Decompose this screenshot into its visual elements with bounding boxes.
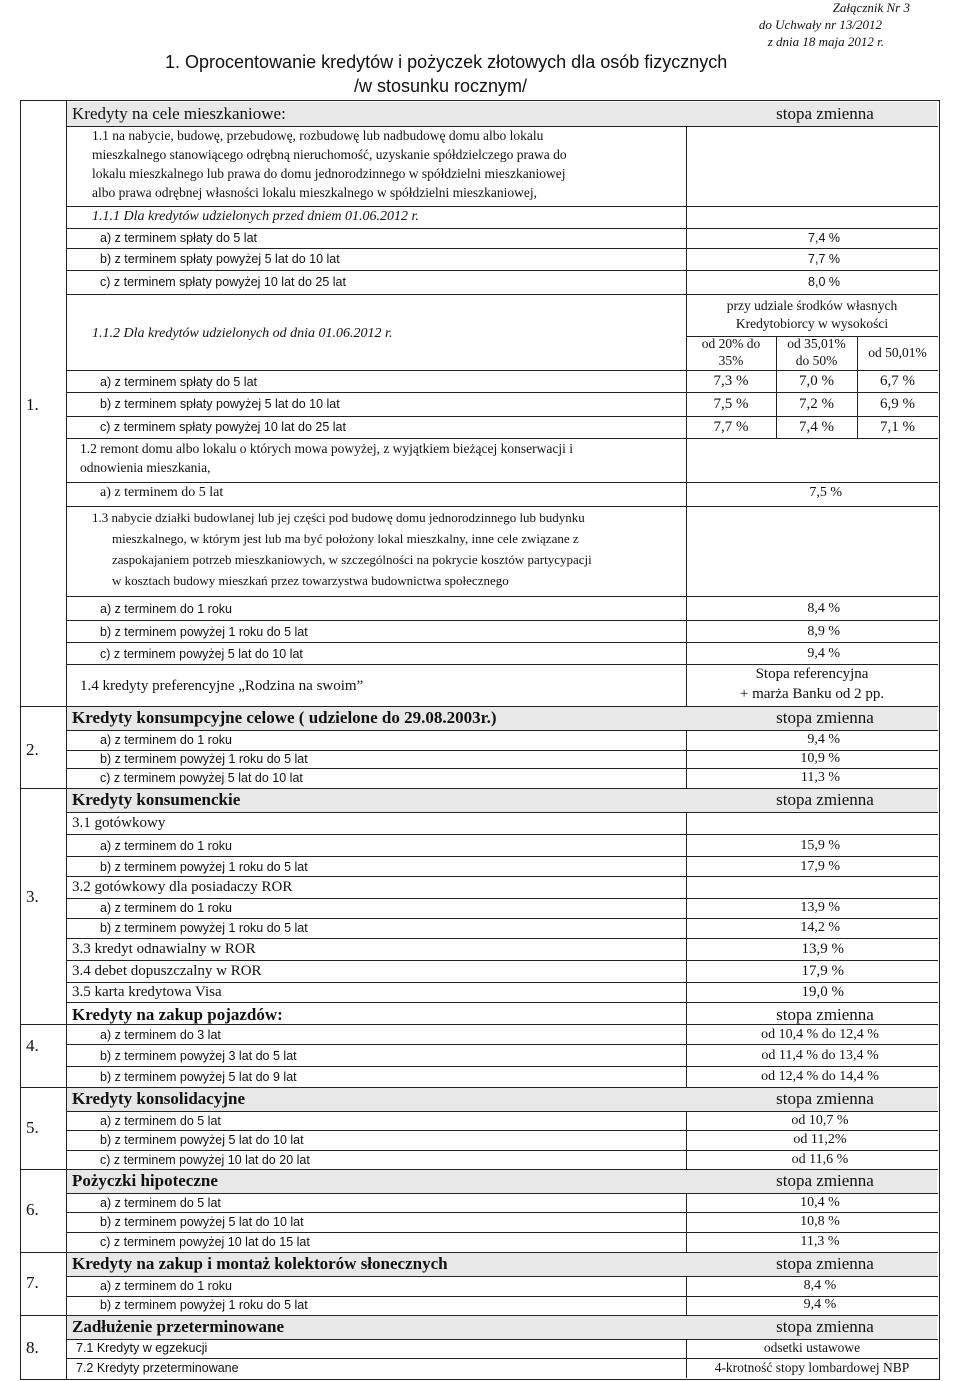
rate-type-2: stopa zmienna (776, 708, 874, 727)
p31-heading: 3.1 gotówkowy (72, 815, 166, 831)
rate-type-8: stopa zmienna (776, 1317, 874, 1336)
s5-row-a-value: od 10,7 % (791, 1113, 849, 1128)
s4-row-a-value: od 10,4 % do 12,4 % (761, 1027, 879, 1042)
p112-heading: 1.1.2 Dla kredytów udzielonych od dnia 01.06.2012 r. (92, 326, 393, 341)
s5-row-c-label: c) z terminem powyżej 10 lat do 20 lat (100, 1153, 310, 1167)
s6-row-c-value: 11,3 % (800, 1234, 840, 1249)
p13-line-1: 1.3 nabycie działki budowlanej lub jej części pod budowę domu jednorodzinnego lub budynku (92, 510, 585, 525)
resolution-date: z dnia 18 maja 2012 r. (767, 34, 884, 49)
s4-row-a-label: a) z terminem do 3 lat (100, 1028, 221, 1042)
p112-row-b-label: b) z terminem spłaty powyżej 5 lat do 10 lat (100, 397, 340, 411)
s8-row-a-label: 7.1 Kredyty w egzekucji (76, 1341, 208, 1355)
p112-row-a-label: a) z terminem spłaty do 5 lat (100, 375, 258, 389)
s8-row-b-value: 4-krotność stopy lombardowej NBP (714, 1360, 910, 1375)
s8-row-a-value: odsetki ustawowe (763, 1340, 861, 1355)
p112-row-a-v1: 7,3 % (713, 373, 749, 389)
p13-line-3: zaspokajaniem potrzeb mieszkaniowych, w szczególności na pokrycie kosztów partycypacji (112, 552, 592, 567)
p31-row-b-label: b) z terminem powyżej 1 roku do 5 lat (100, 860, 308, 874)
page-title: 1. Oprocentowanie kredytów i pożyczek złotowych dla osób fizycznych (165, 52, 728, 72)
p33-value: 13,9 % (801, 941, 844, 957)
p12-row-label: a) z terminem do 5 lat (100, 485, 224, 500)
p31-row-a-value: 15,9 % (800, 838, 840, 853)
p112-row-a-v2: 7,0 % (799, 373, 834, 389)
p111-row-a-label: a) z terminem spłaty do 5 lat (100, 231, 258, 245)
s2-row-a-label: a) z terminem do 1 roku (100, 733, 232, 747)
section-title-7: Kredyty na zakup i montaż kolektorów słonecznych (72, 1254, 448, 1273)
p111-row-c-value: 8,0 % (808, 275, 840, 289)
p112-row-c-v1: 7,7 % (713, 419, 749, 435)
p11-line-1: 1.1 na nabycie, budowę, przebudowę, rozbudowę lub nadbudowę domu albo lokalu (92, 128, 544, 143)
s2-row-c-value: 11,3 % (800, 770, 840, 785)
p32-row-b-label: b) z terminem powyżej 1 roku do 5 lat (100, 921, 308, 935)
p112-row-b-v1: 7,5 % (713, 396, 749, 412)
page-subtitle: /w stosunku rocznym/ (354, 76, 528, 96)
s2-row-b-label: b) z terminem powyżej 1 roku do 5 lat (100, 752, 308, 766)
section-number-5: 5. (26, 1118, 39, 1137)
p11-line-2: mieszkalnego stanowiącego odrębną nieruchomość, uzyskanie spółdzielczego prawa do (92, 147, 567, 162)
s7-row-b-label: b) z terminem powyżej 1 roku do 5 lat (100, 1298, 308, 1312)
s2-row-a-value: 9,4 % (807, 732, 840, 747)
s7-row-a-value: 8,4 % (803, 1278, 837, 1293)
p11-line-3: lokalu mieszkalnego lub prawa do domu jednorodzinnego w spółdzielni mieszkaniowej (92, 166, 566, 181)
s7-row-b-value: 9,4 % (803, 1297, 837, 1312)
p13-row-b-label: b) z terminem powyżej 1 roku do 5 lat (100, 625, 308, 639)
p11-line-4: albo prawa odrębnej własności lokalu mieszkalnego w spółdzielni mieszkaniowej, (92, 185, 537, 200)
p13-row-a-value: 8,4 % (807, 601, 840, 616)
s6-row-a-label: a) z terminem do 5 lat (100, 1196, 221, 1210)
rate-type-5: stopa zmienna (776, 1089, 874, 1108)
section-number-1: 1. (26, 395, 39, 414)
p112-header: przy udziale środków własnych (726, 298, 898, 313)
attachment-label: Załącznik Nr 3 (832, 0, 910, 15)
s6-row-b-value: 10,8 % (800, 1214, 840, 1229)
s8-row-b-label: 7.2 Kredyty przeterminowane (76, 1361, 239, 1375)
rate-type-3: stopa zmienna (776, 790, 874, 809)
p33-label: 3.3 kredyt odnawialny w ROR (72, 941, 256, 957)
p13-row-b-value: 8,9 % (807, 624, 840, 639)
p112-col1-l2: 35% (718, 353, 744, 368)
s5-row-a-label: a) z terminem do 5 lat (100, 1114, 221, 1128)
p112-row-c-v3: 7,1 % (880, 419, 915, 435)
p14-value-1: Stopa referencyjna (755, 666, 869, 682)
p35-label: 3.5 karta kredytowa Visa (72, 984, 222, 1000)
p34-value: 17,9 % (801, 963, 844, 979)
s5-row-b-value: od 11,2% (793, 1132, 847, 1147)
p112-col2-l1: od 35,01% (787, 336, 846, 351)
p32-row-a-label: a) z terminem do 1 roku (100, 901, 232, 915)
section-number-7: 7. (26, 1273, 39, 1292)
s4-row-b-label: b) z terminem powyżej 3 lat do 5 lat (100, 1049, 297, 1063)
rate-type-6: stopa zmienna (776, 1171, 874, 1190)
section-number-6: 6. (26, 1200, 39, 1219)
section-number-2: 2. (26, 740, 39, 759)
rate-type-7: stopa zmienna (776, 1254, 874, 1273)
p111-heading: 1.1.1 Dla kredytów udzielonych przed dniem 01.06.2012 r. (92, 209, 419, 224)
p14-value-2: + marża Banku od 2 pp. (739, 686, 885, 702)
section-title-2: Kredyty konsumpcyjne celowe ( udzielone do 29.08.2003r.) (72, 708, 497, 727)
s5-row-b-label: b) z terminem powyżej 5 lat do 10 lat (100, 1133, 304, 1147)
s7-row-a-label: a) z terminem do 1 roku (100, 1279, 232, 1293)
p32-heading: 3.2 gotówkowy dla posiadaczy ROR (72, 879, 293, 895)
p34-label: 3.4 debet dopuszczalny w ROR (72, 963, 262, 979)
section-title-4: Kredyty na zakup pojazdów: (72, 1005, 283, 1024)
p13-row-c-label: c) z terminem powyżej 5 lat do 10 lat (100, 647, 303, 661)
p112-col2-l2: do 50% (795, 353, 838, 368)
p13-row-c-value: 9,4 % (807, 646, 840, 661)
p112-row-b-v3: 6,9 % (880, 396, 915, 412)
section-title-3: Kredyty konsumenckie (72, 790, 241, 809)
p31-row-b-value: 17,9 % (800, 859, 840, 874)
s6-row-c-label: c) z terminem powyżej 10 lat do 15 lat (100, 1235, 310, 1249)
p12-line-1: 1.2 remont domu albo lokalu o których mowa powyżej, z wyjątkiem bieżącej konserwacji i (80, 441, 573, 456)
p111-row-b-value: 7,7 % (808, 252, 840, 266)
p35-value: 19,0 % (801, 984, 844, 1000)
resolution-label: do Uchwały nr 13/2012 (758, 17, 882, 32)
section-title-1: Kredyty na cele mieszkaniowe: (72, 104, 286, 123)
p12-line-2: odnowienia mieszkania, (80, 460, 211, 475)
p112-row-c-v2: 7,4 % (799, 419, 834, 435)
p32-row-b-value: 14,2 % (800, 920, 840, 935)
rate-type-4: stopa zmienna (776, 1005, 874, 1024)
p112-col3: od 50,01% (868, 345, 927, 360)
s2-row-b-value: 10,9 % (800, 751, 840, 766)
s2-row-c-label: c) z terminem powyżej 5 lat do 10 lat (100, 771, 303, 785)
p111-row-a-value: 7,4 % (808, 231, 840, 245)
section-title-5: Kredyty konsolidacyjne (72, 1089, 246, 1108)
s6-row-a-value: 10,4 % (800, 1195, 840, 1210)
section-title-6: Pożyczki hipoteczne (72, 1171, 218, 1190)
p112-header-2: Kredytobiorcy w wysokości (735, 316, 889, 331)
s6-row-b-label: b) z terminem powyżej 5 lat do 10 lat (100, 1215, 304, 1229)
s4-row-c-value: od 12,4 % do 14,4 % (761, 1069, 879, 1084)
p112-row-b-v2: 7,2 % (799, 396, 834, 412)
p111-row-b-label: b) z terminem spłaty powyżej 5 lat do 10 lat (100, 252, 340, 266)
p13-line-4: w kosztach budowy mieszkań przez towarzystwa budownictwa społecznego (112, 573, 509, 588)
p14-label: 1.4 kredyty preferencyjne „Rodzina na swoim” (80, 678, 364, 694)
s4-row-b-value: od 11,4 % do 13,4 % (761, 1048, 879, 1063)
p31-row-a-label: a) z terminem do 1 roku (100, 839, 232, 853)
section-number-8: 8. (26, 1338, 39, 1357)
p112-row-c-label: c) z terminem spłaty powyżej 10 lat do 25 lat (100, 420, 346, 434)
s5-row-c-value: od 11,6 % (791, 1152, 849, 1167)
section-title-8: Zadłużenie przeterminowane (72, 1317, 284, 1336)
p12-row-value: 7,5 % (809, 485, 842, 500)
s4-row-c-label: b) z terminem powyżej 5 lat do 9 lat (100, 1070, 297, 1084)
p13-line-2: mieszkalnego, w którym jest lub ma być położony lokal mieszkalny, inne cele związane z (112, 531, 579, 546)
section-number-3: 3. (26, 887, 39, 906)
p32-row-a-value: 13,9 % (800, 900, 840, 915)
section-number-4: 4. (26, 1036, 39, 1055)
p13-row-a-label: a) z terminem do 1 roku (100, 602, 232, 616)
rate-type-1: stopa zmienna (776, 104, 874, 123)
p112-col1-l1: od 20% do (701, 336, 761, 351)
p112-row-a-v3: 6,7 % (880, 373, 915, 389)
p111-row-c-label: c) z terminem spłaty powyżej 10 lat do 25 lat (100, 275, 346, 289)
